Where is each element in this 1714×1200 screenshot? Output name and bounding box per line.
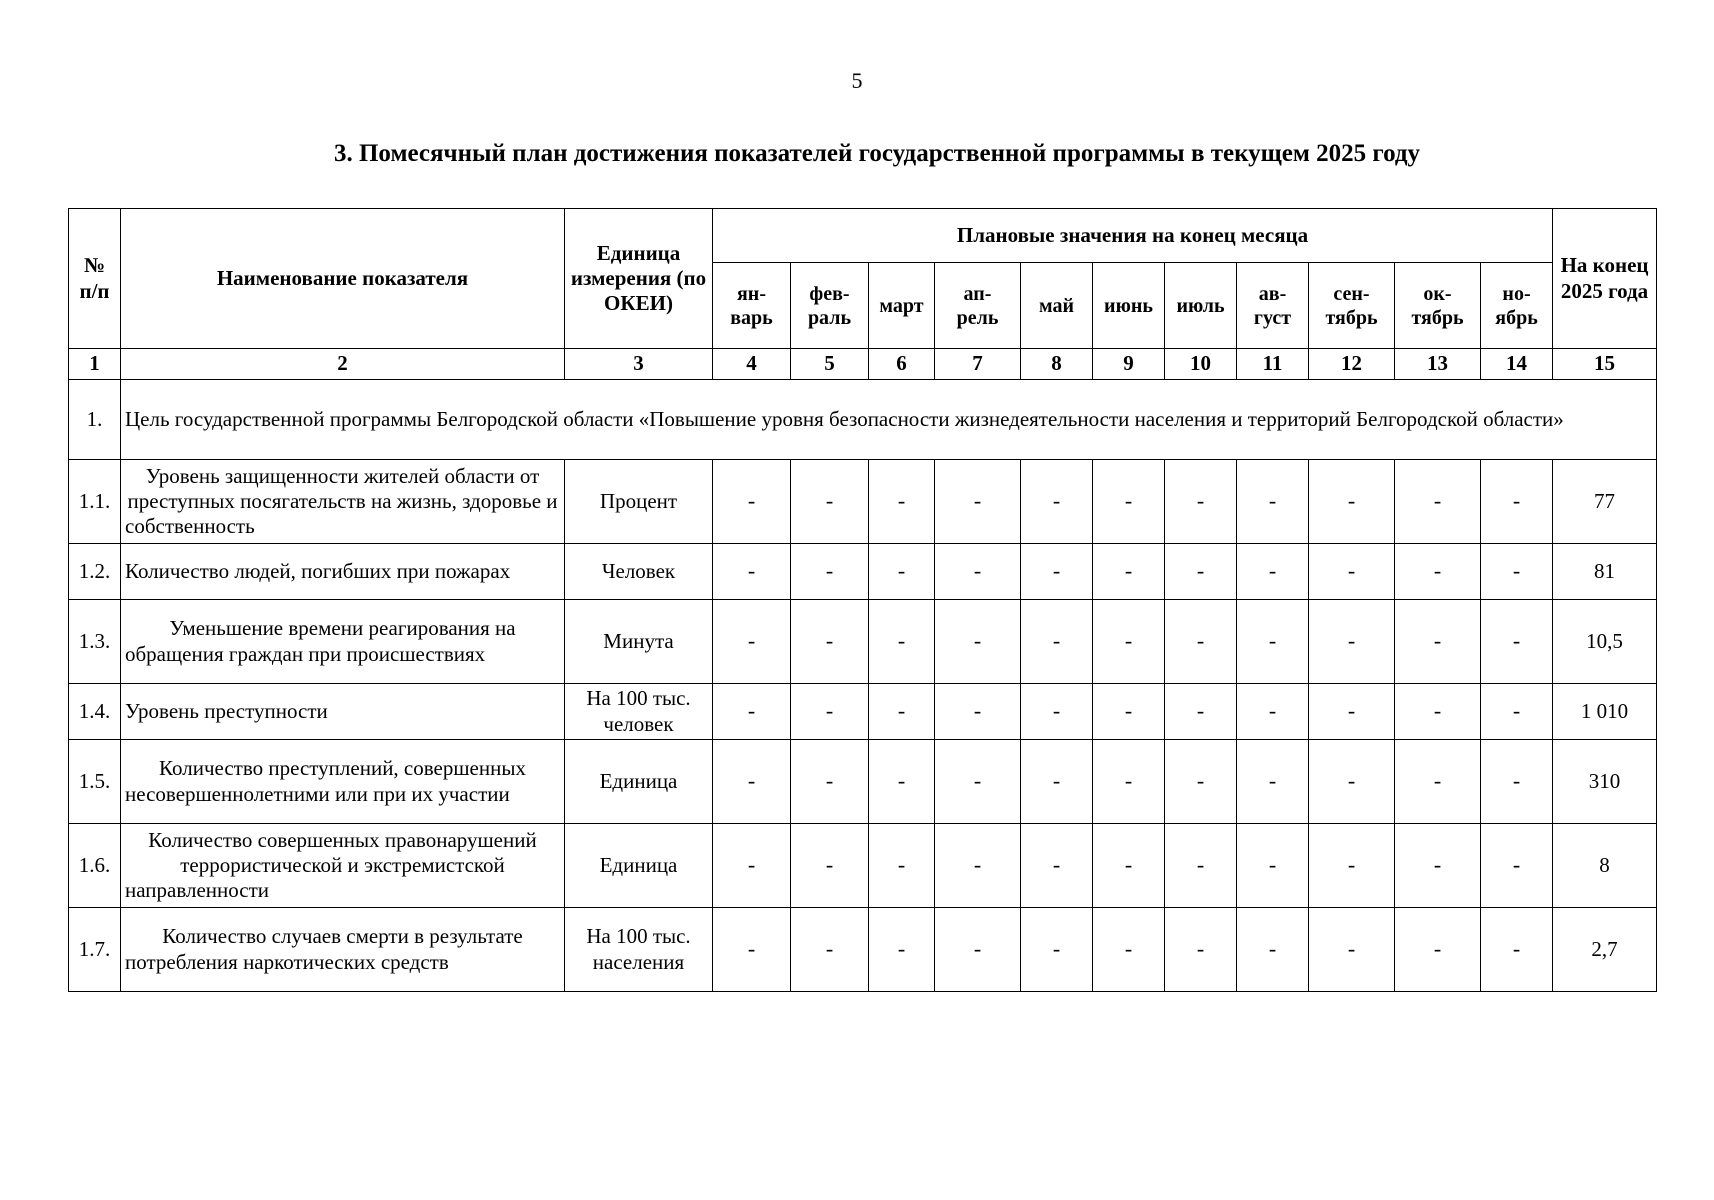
month-value: -: [1093, 600, 1165, 684]
column-number: 10: [1165, 349, 1237, 380]
column-number: 6: [869, 349, 935, 380]
month-value: -: [1309, 908, 1395, 992]
header-month: но- ябрь: [1481, 263, 1553, 349]
column-number: 12: [1309, 349, 1395, 380]
month-value: -: [869, 908, 935, 992]
month-value: -: [1021, 600, 1093, 684]
month-value: -: [935, 600, 1021, 684]
month-value: -: [1165, 544, 1237, 600]
header-month: март: [869, 263, 935, 349]
year-end-value: 310: [1553, 740, 1657, 824]
month-value: -: [1237, 908, 1309, 992]
month-value: -: [1165, 740, 1237, 824]
header-month: май: [1021, 263, 1093, 349]
month-value: -: [869, 824, 935, 908]
column-number: 1: [69, 349, 121, 380]
month-value: -: [1481, 460, 1553, 544]
month-value: -: [791, 740, 869, 824]
month-value: -: [791, 824, 869, 908]
indicator-name: Количество людей, погибших при пожарах: [121, 544, 565, 600]
month-value: -: [713, 824, 791, 908]
table-row: [69, 908, 1657, 992]
month-value: -: [1093, 684, 1165, 740]
month-value: -: [1093, 544, 1165, 600]
header-num: № п/п: [69, 209, 121, 349]
month-value: -: [1481, 908, 1553, 992]
month-value: -: [1309, 544, 1395, 600]
month-value: -: [1093, 908, 1165, 992]
month-value: -: [1395, 824, 1481, 908]
year-end-value: 8: [1553, 824, 1657, 908]
column-number: 3: [565, 349, 713, 380]
column-number: 7: [935, 349, 1021, 380]
header-monthly-group: Плановые значения на конец месяца: [713, 209, 1553, 263]
month-value: -: [1309, 684, 1395, 740]
month-value: -: [1395, 460, 1481, 544]
month-value: -: [791, 908, 869, 992]
month-value: -: [1481, 544, 1553, 600]
month-value: -: [1021, 740, 1093, 824]
month-value: -: [713, 908, 791, 992]
indicator-name: Количество случаев смерти в результате потребления наркотических средств: [121, 908, 565, 992]
month-value: -: [869, 544, 935, 600]
month-value: -: [713, 600, 791, 684]
month-value: -: [1021, 544, 1093, 600]
month-value: -: [1309, 824, 1395, 908]
table-row: [69, 740, 1657, 824]
header-month: ап- рель: [935, 263, 1021, 349]
month-value: -: [1165, 600, 1237, 684]
indicator-unit: Единица: [565, 824, 713, 908]
table-row: [69, 684, 1657, 740]
table-row: [69, 824, 1657, 908]
year-end-value: 1 010: [1553, 684, 1657, 740]
column-number: 14: [1481, 349, 1553, 380]
indicator-name: Уровень преступности: [121, 684, 565, 740]
row-num: 1.7.: [69, 908, 121, 992]
indicator-unit: На 100 тыс. человек: [565, 684, 713, 740]
header-month: июль: [1165, 263, 1237, 349]
table-header: [69, 209, 1657, 349]
indicator-unit: Единица: [565, 740, 713, 824]
month-value: -: [1237, 460, 1309, 544]
month-value: -: [869, 740, 935, 824]
month-value: -: [1237, 740, 1309, 824]
month-value: -: [1165, 824, 1237, 908]
month-value: -: [713, 740, 791, 824]
month-value: -: [1093, 824, 1165, 908]
month-value: -: [1165, 908, 1237, 992]
month-value: -: [869, 684, 935, 740]
header-unit: Единица измерения (по ОКЕИ): [565, 209, 713, 349]
document-title: 3. Помесячный план достижения показателей государственной программы в текущем 2025 году: [333, 140, 1421, 167]
month-value: -: [1093, 460, 1165, 544]
year-end-value: 10,5: [1553, 600, 1657, 684]
goal-row: [69, 380, 1657, 460]
month-value: -: [1481, 684, 1553, 740]
month-value: -: [791, 600, 869, 684]
header-name: Наименование показателя: [121, 209, 565, 349]
month-value: -: [935, 684, 1021, 740]
row-num: 1.2.: [69, 544, 121, 600]
month-value: -: [1021, 908, 1093, 992]
month-value: -: [1309, 460, 1395, 544]
month-value: -: [1481, 600, 1553, 684]
row-num: 1.4.: [69, 684, 121, 740]
indicator-unit: На 100 тыс. населения: [565, 908, 713, 992]
indicator-name: Количество преступлений, совершенных несовершеннолетними или при их участии: [121, 740, 565, 824]
month-value: -: [1237, 600, 1309, 684]
month-value: -: [869, 460, 935, 544]
indicator-name: Количество совершенных правонарушений террористической и экстремистской направленности: [121, 824, 565, 908]
table-body: [69, 349, 1657, 992]
header-month: ок- тябрь: [1395, 263, 1481, 349]
header-month: ав- густ: [1237, 263, 1309, 349]
row-num: 1.3.: [69, 600, 121, 684]
month-value: -: [1237, 544, 1309, 600]
column-number: 2: [121, 349, 565, 380]
month-value: -: [869, 600, 935, 684]
month-value: -: [1395, 544, 1481, 600]
month-value: -: [1395, 600, 1481, 684]
month-value: -: [791, 684, 869, 740]
month-value: -: [1165, 460, 1237, 544]
row-num: 1.6.: [69, 824, 121, 908]
month-value: -: [1237, 824, 1309, 908]
header-month: ян- варь: [713, 263, 791, 349]
indicator-unit: Человек: [565, 544, 713, 600]
month-value: -: [935, 908, 1021, 992]
month-value: -: [1395, 684, 1481, 740]
month-value: -: [713, 684, 791, 740]
page-number: 5: [851, 68, 863, 93]
month-value: -: [1395, 908, 1481, 992]
month-value: -: [1021, 824, 1093, 908]
goal-text: Цель государственной программы Белгородской области «Повышение уровня безопасности жизнедеятельности населения и территорий Белгородской области»: [121, 380, 1657, 460]
column-number: 13: [1395, 349, 1481, 380]
month-value: -: [1481, 824, 1553, 908]
header-year-end: На конец 2025 года: [1553, 209, 1657, 349]
indicator-name: Уровень защищенности жителей области от преступных посягательств на жизнь, здоровье и собственность: [121, 460, 565, 544]
row-num: 1.1.: [69, 460, 121, 544]
month-value: -: [1309, 740, 1395, 824]
column-number-row: [69, 349, 1657, 380]
indicator-name: Уменьшение времени реагирования на обращения граждан при происшествиях: [121, 600, 565, 684]
year-end-value: 81: [1553, 544, 1657, 600]
month-value: -: [1481, 740, 1553, 824]
month-value: -: [935, 740, 1021, 824]
month-value: -: [935, 460, 1021, 544]
month-value: -: [791, 544, 869, 600]
table-row: [69, 544, 1657, 600]
month-value: -: [935, 544, 1021, 600]
indicator-unit: Минута: [565, 600, 713, 684]
month-value: -: [1021, 684, 1093, 740]
month-value: -: [1021, 460, 1093, 544]
column-number: 5: [791, 349, 869, 380]
row-num: 1.5.: [69, 740, 121, 824]
column-number: 4: [713, 349, 791, 380]
column-number: 15: [1553, 349, 1657, 380]
header-month: июнь: [1093, 263, 1165, 349]
month-value: -: [1237, 684, 1309, 740]
year-end-value: 2,7: [1553, 908, 1657, 992]
month-value: -: [1395, 740, 1481, 824]
column-number: 8: [1021, 349, 1093, 380]
month-value: -: [791, 460, 869, 544]
column-number: 9: [1093, 349, 1165, 380]
month-value: -: [1093, 740, 1165, 824]
month-value: -: [1309, 600, 1395, 684]
month-value: -: [713, 460, 791, 544]
table-row: [69, 460, 1657, 544]
column-number: 11: [1237, 349, 1309, 380]
goal-num: 1.: [69, 380, 121, 460]
table-row: [69, 600, 1657, 684]
header-month: сен- тябрь: [1309, 263, 1395, 349]
month-value: -: [935, 824, 1021, 908]
header-month: фев- раль: [791, 263, 869, 349]
month-value: -: [1165, 684, 1237, 740]
year-end-value: 77: [1553, 460, 1657, 544]
indicators-table: [68, 208, 1657, 992]
month-value: -: [713, 544, 791, 600]
indicator-unit: Процент: [565, 460, 713, 544]
